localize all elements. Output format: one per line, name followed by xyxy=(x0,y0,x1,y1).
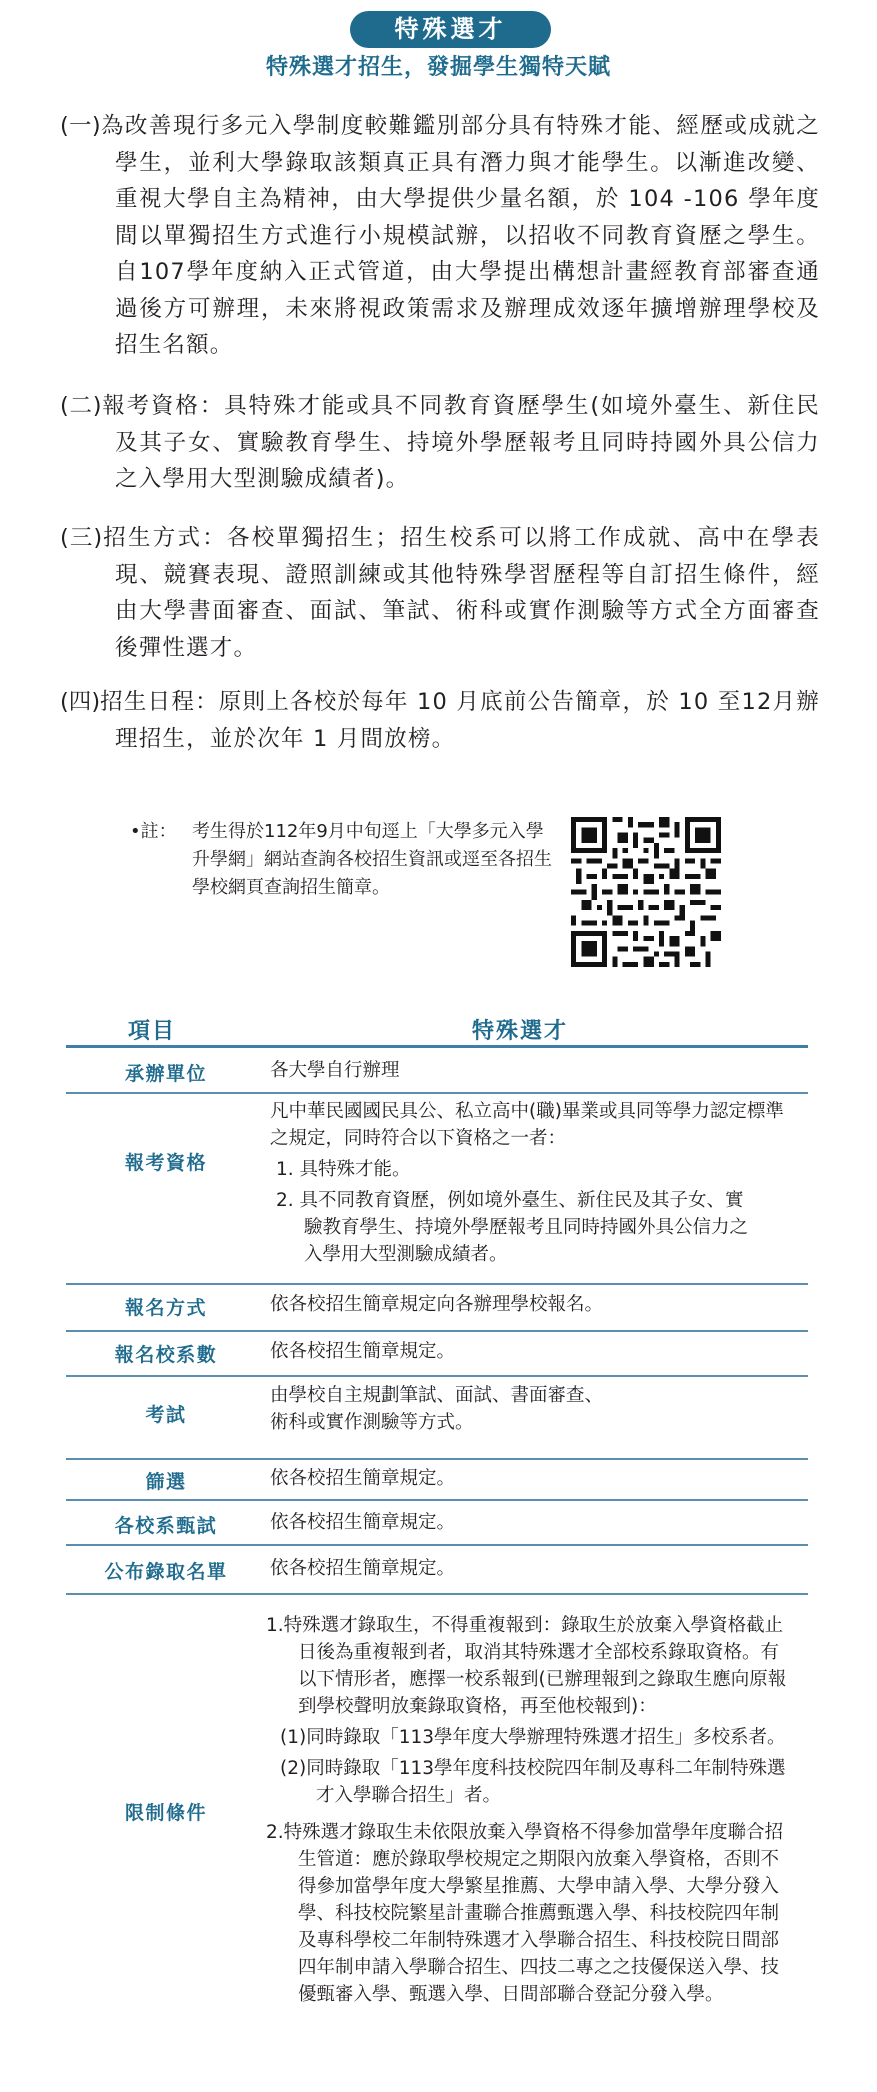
table-divider xyxy=(66,1330,808,1332)
restriction-sub-1: (1)同時錄取「113學年度大學辦理特殊選才招生」多校系者。 xyxy=(280,1727,786,1748)
table-divider xyxy=(66,1045,808,1048)
table-header-special: 特殊選才 xyxy=(472,1019,569,1044)
table-divider xyxy=(66,1092,808,1094)
table-divider xyxy=(66,1499,808,1501)
section-4 xyxy=(60,684,820,757)
exam-line: 由學校自主規劃筆試、面試、書面審查、 xyxy=(270,1385,604,1406)
row-value-results: 依各校招生簡章規定。 xyxy=(270,1558,456,1579)
section-number: (四) xyxy=(60,689,101,715)
row-label-eligibility: 報考資格 xyxy=(124,1152,207,1174)
section-1 xyxy=(60,108,820,364)
row-label-restrictions: 限制條件 xyxy=(124,1802,207,1824)
exam-line: 術科或實作測驗等方式。 xyxy=(270,1412,474,1433)
row-label-screening: 篩選 xyxy=(145,1471,187,1493)
footnote-label: •註： xyxy=(130,821,177,842)
table-divider xyxy=(66,1458,808,1460)
row-value-organizer: 各大學自行辦理 xyxy=(270,1060,400,1081)
section-number: (二) xyxy=(60,393,102,419)
row-value-application-method: 依各校招生簡章規定向各辦理學校報名。 xyxy=(270,1294,604,1315)
row-label-results: 公布錄取名單 xyxy=(104,1561,228,1583)
section-text: 招生方式：各校單獨招生；招生校系可以將工作成就、高中在學表現、競賽表現、證照訓練或其他特殊學習歷程等自訂招生條件，經由大學書面審查、面試、筆試、術科或實作測驗等方式全方面審查後彈性選才。 xyxy=(102,525,820,661)
table-header-item: 項目 xyxy=(128,1019,177,1044)
row-value-exam xyxy=(270,1382,800,1436)
section-number: (三) xyxy=(60,525,103,551)
row-label-organizer: 承辦單位 xyxy=(124,1063,207,1085)
row-label-audition: 各校系甄試 xyxy=(114,1515,218,1537)
row-value-screening: 依各校招生簡章規定。 xyxy=(270,1468,456,1489)
section-text: 招生日程：原則上各校於每年 10 月底前公告簡章，於 10 至12月辦理招生，並於次年 1 月間放榜。 xyxy=(100,689,820,752)
row-value-restrictions xyxy=(266,1612,793,2008)
qr-code-icon xyxy=(571,817,721,967)
table-divider xyxy=(66,1544,808,1546)
footnote xyxy=(130,818,560,902)
eligibility-item-2: 2. 具不同教育資歷，例如境外臺生、新住民及其子女、實驗教育學生、持境外學歷報考且同時持國外具公信力之入學用大型測驗成績者。 xyxy=(276,1190,749,1265)
eligibility-intro: 凡中華民國國民具公、私立高中(職)畢業或具同等學力認定標準之規定，同時符合以下資格之一者： xyxy=(270,1101,784,1149)
table-divider xyxy=(66,1593,808,1595)
section-badge: 特殊選才 xyxy=(350,11,551,48)
section-text: 為改善現行多元入學制度較難鑑別部分具有特殊才能、經歷或成就之學生，並利大學錄取該類真正具有潛力與才能學生。以漸進改變、重視大學自主為精神，由大學提供少量名額，於 104 -106 學年度間以單獨招生方式進行小規模試辦，以招收不同教育資歷之學生。自107學年度納入正式管道，由大學提出構想計畫經教育部審查通過後方可辦理，未來將視政策需求及辦理成效逐年擴增辦理學校及招生名額。 xyxy=(100,113,820,358)
eligibility-item-1: 1. 具特殊才能。 xyxy=(276,1159,411,1180)
row-value-audition: 依各校招生簡章規定。 xyxy=(270,1512,456,1533)
restriction-item-2: 2.特殊選才錄取生未依限放棄入學資格不得參加當學年度聯合招生管道：應於錄取學校規定之期限內放棄入學資格，否則不得參加當學年度大學繁星推薦、大學申請入學、大學分發入學、科技校院繁星計畫聯合推薦甄選入學、科技校院四年制及專科學校二年制特殊選才入學聯合招生、科技校院日間部四年制申請入學聯合招生、四技二專之之技優保送入學、技優甄審入學、甄選入學、日間部聯合登記分發入學。 xyxy=(266,1822,784,2005)
restriction-sub-2: (2)同時錄取「113學年度科技校院四年制及專科二年制特殊選才入學聯合招生」者。 xyxy=(280,1758,786,1806)
row-label-application-method: 報名方式 xyxy=(124,1297,207,1319)
restriction-item-1: 1.特殊選才錄取生，不得重複報到：錄取生於放棄入學資格截止日後為重複報到者，取消其特殊選才全部校系錄取資格。有以下情形者，應擇一校系報到(已辦理報到之錄取生應向原報到學校聲明放棄錄取資格，再至他校報到)： xyxy=(266,1615,787,1717)
row-value-eligibility xyxy=(270,1098,800,1268)
table-divider xyxy=(66,1375,808,1377)
page-subtitle: 特殊選才招生，發掘學生獨特天賦 xyxy=(265,55,611,80)
row-label-exam: 考試 xyxy=(145,1404,187,1426)
row-label-department-count: 報名校系數 xyxy=(114,1344,218,1366)
table-divider xyxy=(66,1283,808,1285)
section-2 xyxy=(60,388,820,498)
section-number: (一) xyxy=(60,113,101,139)
footnote-text: 考生得於112年9月中旬逕上「大學多元入學升學網」網站查詢各校招生資訊或逕至各招生學校網頁查詢招生簡章。 xyxy=(192,821,552,898)
row-value-department-count: 依各校招生簡章規定。 xyxy=(270,1341,456,1362)
section-3 xyxy=(60,520,820,666)
section-text: 報考資格：具特殊才能或具不同教育資歷學生(如境外臺生、新住民及其子女、實驗教育學生、持境外學歷報考且同時持國外具公信力之入學用大型測驗成績者)。 xyxy=(101,393,821,492)
